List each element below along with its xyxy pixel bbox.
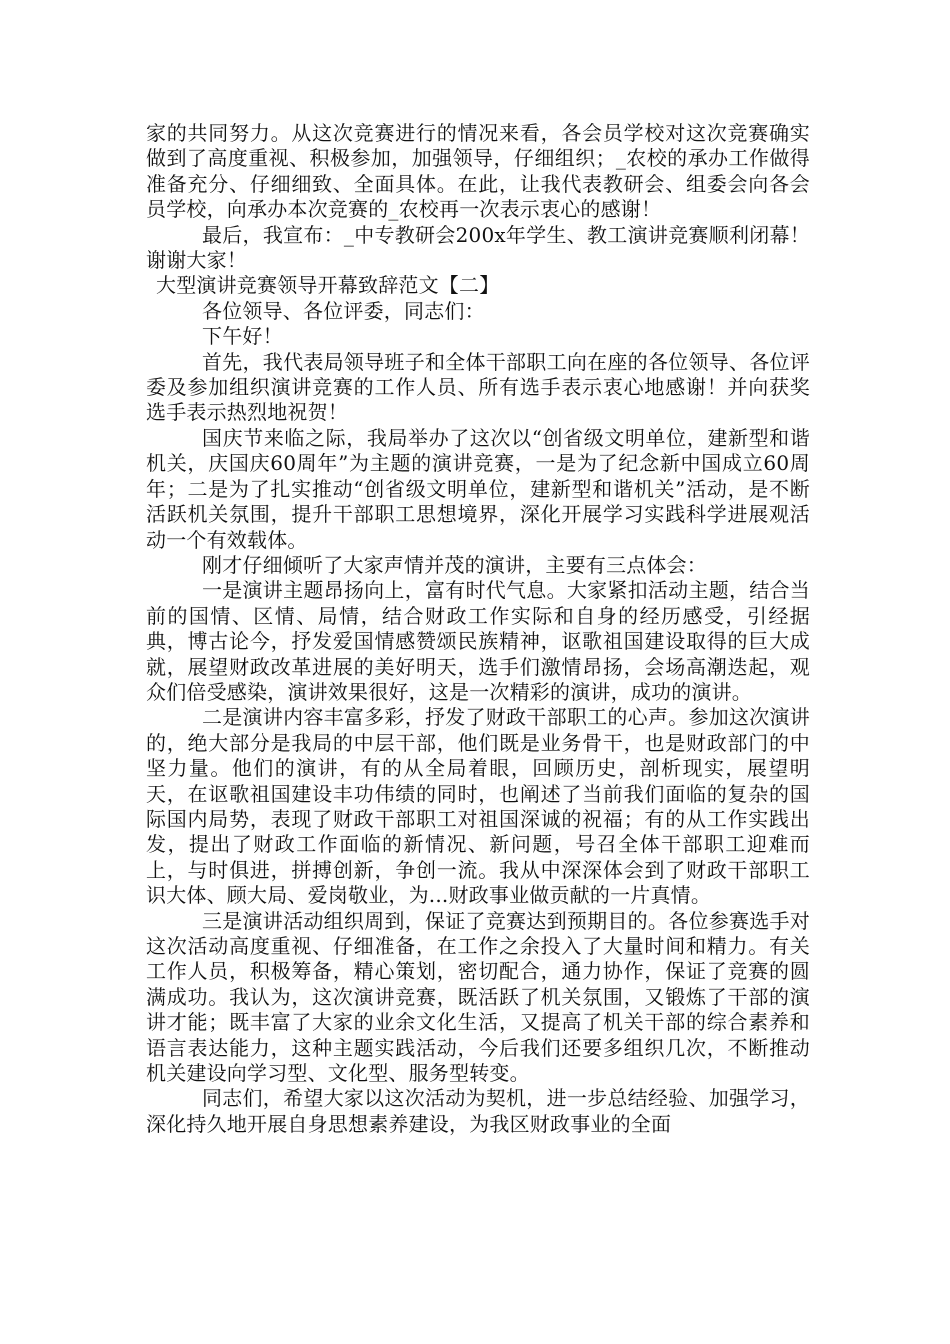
paragraph-impressions-intro: 刚才仔细倾听了大家声情并茂的演讲，主要有三点体会： xyxy=(202,552,707,577)
paragraph-greeting: 下午好！ xyxy=(202,324,283,349)
paragraph-closing-hope: 同志们，希望大家以这次活动为契机，进一步总结经验、加强学习，深化持久地开展自身思想素养建设，为我区财政事业的全面 xyxy=(146,1086,810,1136)
paragraph-point-one: 一是演讲主题昂扬向上，富有时代气息。大家紧扣活动主题，结合当前的国情、区情、局情，结合财政工作实际和自身的经历感受，引经据典，博古论今，抒发爱国情感赞颂民族精神，讴歌祖国建设取得的巨大成就，展望财政改革进展的美好明天，选手们激情昂扬，会场高潮迭起，观众们倍受感染，演讲效果很好，这是一次精彩的演讲，成功的演讲。 xyxy=(146,578,810,704)
paragraph-salutation: 各位领导、各位评委，同志们： xyxy=(202,298,485,323)
paragraph-purpose: 国庆节来临之际，我局举办了这次以“创省级文明单位，建新型和谐机关，庆国庆60周年”为主题的演讲竞赛，一是为了纪念新中国成立60周年；二是为了扎实推动“创省级文明单位，建新型和谐机关”活动，是不断活跃机关氛围，提升干部职工思想境界，深化开展学习实践科学进展观活动一个有效载体。 xyxy=(146,425,810,552)
paragraph-continuation: 家的共同努力。从这次竞赛进行的情况来看，各会员学校对这次竞赛确实做到了高度重视、积极参加，加强领导，仔细组织；_农校的承办工作做得准备充分、仔细细致、全面具体。在此，让我代表教研会、组委会向各会员学校，向承办本次竞赛的_农校再一次表示衷心的感谢！ xyxy=(146,121,810,222)
section-heading: 大型演讲竞赛领导开幕致辞范文【二】 xyxy=(156,273,500,298)
paragraph-thanks: 首先，我代表局领导班子和全体干部职工向在座的各位领导、各位评委及参加组织演讲竞赛的工作人员、所有选手表示衷心地感谢！并向获奖选手表示热烈地祝贺！ xyxy=(146,349,810,425)
paragraph-closing-announcement: 最后，我宣布：_中专教研会200x年学生、教工演讲竞赛顺利闭幕！谢谢大家！ xyxy=(146,222,810,273)
paragraph-point-three: 三是演讲活动组织周到，保证了竞赛达到预期目的。各位参赛选手对这次活动高度重视、仔细准备，在工作之余投入了大量时间和精力。有关工作人员，积极筹备，精心策划，密切配合，通力协作，保证了竞赛的圆满成功。我认为，这次演讲竞赛，既活跃了机关氛围，又锻炼了干部的演讲才能；既丰富了大家的业余文化生活，又提高了机关干部的综合素养和语言表达能力，这种主题实践活动，今后我们还要多组织几次，不断推动机关建设向学习型、文化型、服务型转变。 xyxy=(146,908,810,1086)
paragraph-point-two: 二是演讲内容丰富多彩，抒发了财政干部职工的心声。参加这次演讲的，绝大部分是我局的中层干部，他们既是业务骨干，也是财政部门的中坚力量。他们的演讲，有的从全局着眼，回顾历史，剖析现实，展望明天，在讴歌祖国建设丰功伟绩的同时，也阐述了当前我们面临的复杂的国际国内局势，表现了财政干部职工对祖国深诚的祝福；有的从工作实践出发，提出了财政工作面临的新情况、新问题，号召全体干部职工迎难而上，与时俱进，拼搏创新，争创一流。我从中深深体会到了财政干部职工识大体、顾大局、爱岗敬业，为...财政事业做贡献的一片真情。 xyxy=(146,705,810,908)
document-page xyxy=(146,121,810,1137)
